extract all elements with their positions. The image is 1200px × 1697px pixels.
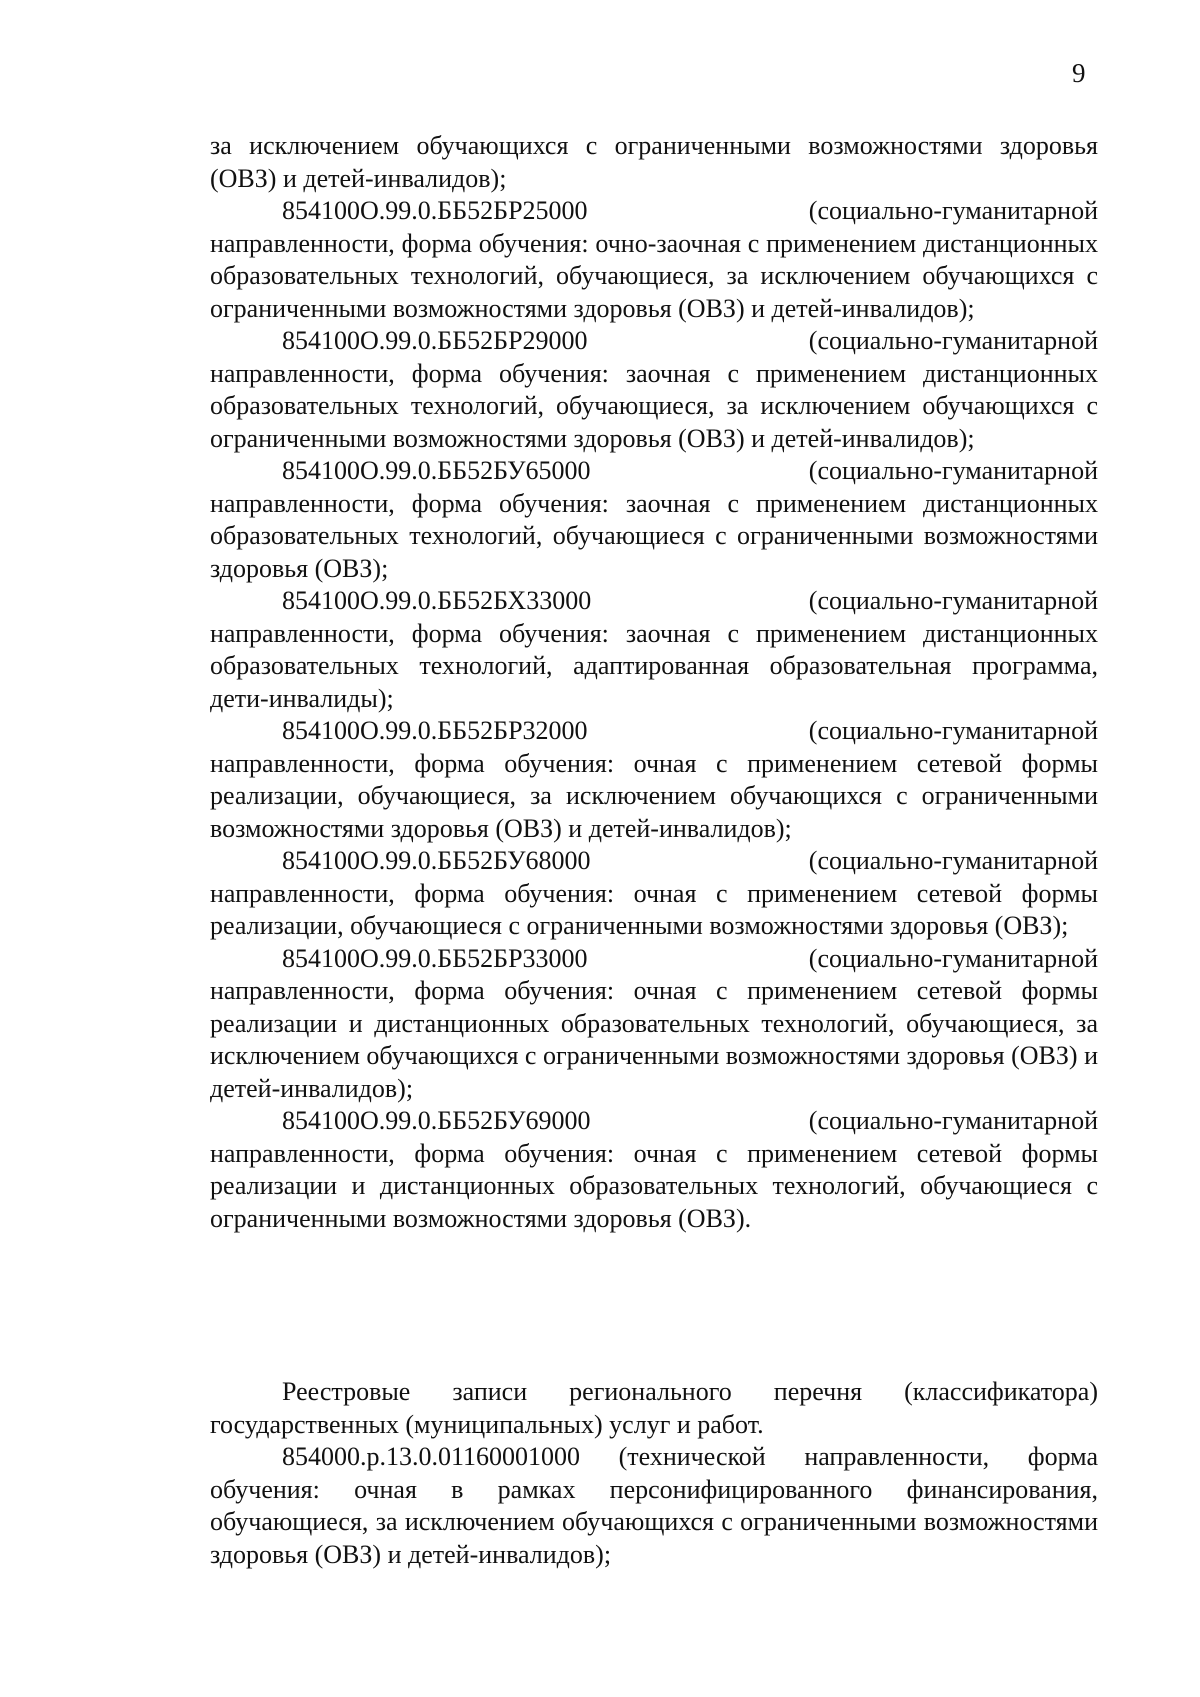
entry-lead: (социально-гуманитарной: [808, 846, 1098, 875]
entry-body: направленности, форма обучения: очная с применением сетевой формы реализации, обучающиеся с ограниченными возможностями здоровья (ОВЗ);: [210, 878, 1098, 940]
service-entry: [210, 585, 1098, 715]
service-entry: [210, 715, 1098, 845]
service-entry: [210, 455, 1098, 585]
entry-body: направленности, форма обучения: очная с применением сетевой формы реализации и дистанционных образовательных технологий, обучающиеся, за исключением обучающихся с ограниченными возможностями здоровья (ОВЗ) и детей-инвалидов);: [210, 976, 1098, 1103]
registry-entry: 854000.р.13.0.01160001000 (технической направленности, форма обучения: очная в рамках персонифицированного финансирования, обучающиеся, за исключением обучающихся с ограниченными возможностями здоровья (ОВЗ) и детей-инвалидов);: [210, 1442, 1098, 1569]
service-list: [210, 130, 1098, 1235]
registry-code: 854100О.99.0.ББ52БР29000: [282, 326, 588, 355]
service-entry: [210, 195, 1098, 325]
registry-code: 854100О.99.0.ББ52БУ65000: [282, 456, 591, 485]
registry-code: 854100О.99.0.ББ52БУ69000: [282, 1106, 591, 1135]
entry-lead: (социально-гуманитарной: [808, 196, 1098, 225]
entry-lead: (социально-гуманитарной: [808, 326, 1098, 355]
entry-body: направленности, форма обучения: заочная с применением дистанционных образовательных технологий, обучающиеся с ограниченными возможностями здоровья (ОВЗ);: [210, 488, 1098, 583]
registry-code: 854100О.99.0.ББ52БР32000: [282, 716, 588, 745]
entry-lead: (социально-гуманитарной: [808, 456, 1098, 485]
entry-code-line: [210, 715, 1098, 748]
service-entry: [210, 325, 1098, 455]
registry-code: 854100О.99.0.ББ52БУ68000: [282, 846, 591, 875]
service-entry: [210, 845, 1098, 943]
entry-code-line: [210, 585, 1098, 618]
entry-lead: (социально-гуманитарной: [808, 586, 1098, 615]
entry-body: направленности, форма обучения: заочная с применением дистанционных образовательных технологий, обучающиеся, за исключением обучающихся с ограниченными возможностями здоровья (ОВЗ) и детей-инвалидов);: [210, 358, 1098, 453]
entry-lead: (социально-гуманитарной: [808, 1106, 1098, 1135]
entry-code-line: [210, 195, 1098, 228]
entry-code-line: [210, 943, 1098, 976]
entry-code-line: [210, 325, 1098, 358]
entry-lead: (социально-гуманитарной: [808, 943, 1098, 973]
registry-code: 854100О.99.0.ББ52БР25000: [282, 196, 588, 225]
entry-body: направленности, форма обучения: очно-заочная с применением дистанционных образовательных технологий, обучающиеся, за исключением обучающихся с ограниченными возможностями здоровья (ОВЗ) и детей-инвалидов);: [210, 228, 1098, 323]
continuation-paragraph: за исключением обучающихся с ограниченными возможностями здоровья (ОВЗ) и детей-инвалидов);: [210, 131, 1098, 193]
service-entry: [210, 943, 1098, 1106]
service-entry: [210, 1105, 1098, 1235]
entry-body: направленности, форма обучения: заочная с применением дистанционных образовательных технологий, адаптированная образовательная программа, дети-инвалиды);: [210, 618, 1098, 713]
entry-lead: (социально-гуманитарной: [808, 716, 1098, 745]
entry-code-line: [210, 845, 1098, 878]
registry-heading: Реестровые записи регионального перечня (классификатора) государственных (муниципальных) услуг и работ.: [210, 1377, 1098, 1439]
registry-code: 854100О.99.0.ББ52БР33000: [282, 943, 588, 973]
entry-code-line: [210, 455, 1098, 488]
entry-body: направленности, форма обучения: очная с применением сетевой формы реализации и дистанционных образовательных технологий, обучающиеся с ограниченными возможностями здоровья (ОВЗ).: [210, 1138, 1098, 1233]
entry-body: направленности, форма обучения: очная с применением сетевой формы реализации, обучающиеся, за исключением обучающихся с ограниченными возможностями здоровья (ОВЗ) и детей-инвалидов);: [210, 748, 1098, 843]
page-number: 9: [1072, 58, 1086, 88]
entry-code-line: [210, 1105, 1098, 1138]
registry-code: 854100О.99.0.ББ52БХ33000: [282, 586, 592, 615]
regional-registry-section: [210, 1376, 1098, 1571]
